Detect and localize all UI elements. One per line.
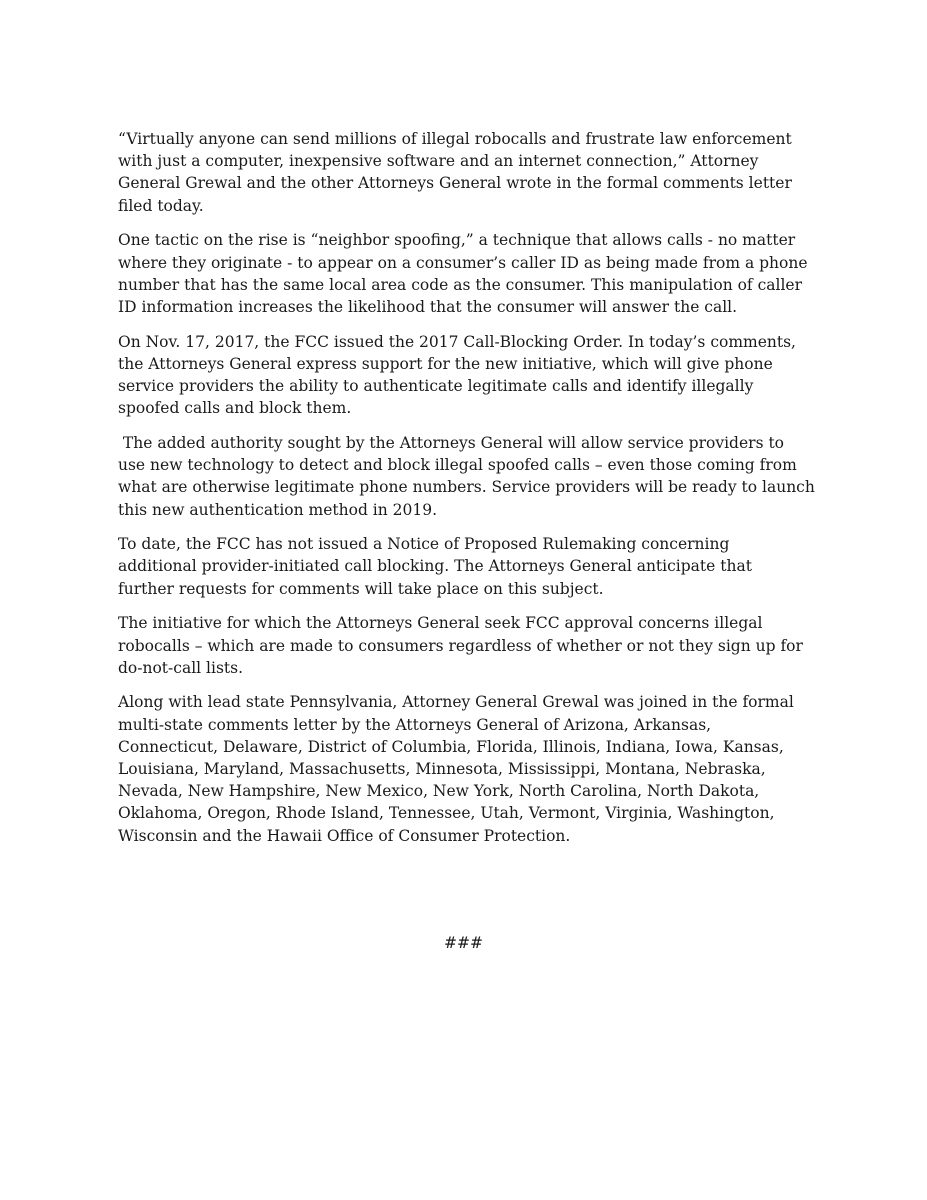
- text-line: filed today.: [118, 196, 204, 215]
- paragraph-added-authority: [118, 432, 823, 521]
- text-line: further requests for comments will take place on this subject.: [118, 579, 604, 598]
- text-line: multi-state comments letter by the Attorneys General of Arizona, Arkansas,: [118, 715, 712, 734]
- text-line: General Grewal and the other Attorneys General wrote in the formal comments letter: [118, 174, 792, 193]
- paragraph-initiative: [118, 612, 823, 679]
- text-line: spoofed calls and block them.: [118, 399, 352, 418]
- paragraph-neighbor-spoofing: [118, 229, 823, 318]
- text-line: The added authority sought by the Attorneys General will allow service providers to: [118, 433, 785, 452]
- text-line: robocalls – which are made to consumers regardless of whether or not they sign up for: [118, 636, 803, 655]
- text-line: service providers the ability to authenticate legitimate calls and identify illegally: [118, 377, 754, 396]
- text-line: the Attorneys General express support for the new initiative, which will give phone: [118, 354, 773, 373]
- paragraph-call-blocking-order: [118, 331, 823, 420]
- text-line: Louisiana, Maryland, Massachusetts, Minnesota, Mississippi, Montana, Nebraska,: [118, 760, 766, 779]
- text-line: do-not-call lists.: [118, 658, 244, 677]
- text-line: where they originate - to appear on a consumer’s caller ID as being made from a phone: [118, 253, 808, 272]
- end-mark: ###: [444, 934, 483, 952]
- text-line: Oklahoma, Oregon, Rhode Island, Tennessee, Utah, Vermont, Virginia, Washington,: [118, 804, 775, 823]
- text-line: Wisconsin and the Hawaii Office of Consumer Protection.: [118, 826, 571, 845]
- text-line: number that has the same local area code as the consumer. This manipulation of caller: [118, 275, 803, 294]
- text-line: what are otherwise legitimate phone numbers. Service providers will be ready to launch: [118, 478, 815, 497]
- text-line: Along with lead state Pennsylvania, Attorney General Grewal was joined in the formal: [118, 693, 794, 712]
- document-body: [118, 128, 823, 859]
- text-line: with just a computer, inexpensive software and an internet connection,” Attorney: [118, 152, 759, 171]
- text-line: ID information increases the likelihood that the consumer will answer the call.: [118, 297, 738, 316]
- text-line: Connecticut, Delaware, District of Columbia, Florida, Illinois, Indiana, Iowa, Kansas,: [118, 737, 784, 756]
- text-line: The initiative for which the Attorneys General seek FCC approval concerns illegal: [118, 614, 763, 633]
- text-line: this new authentication method in 2019.: [118, 500, 438, 519]
- paragraph-quote: [118, 128, 823, 217]
- text-line: “Virtually anyone can send millions of illegal robocalls and frustrate law enforcement: [118, 130, 792, 148]
- text-line: To date, the FCC has not issued a Notice of Proposed Rulemaking concerning: [118, 535, 730, 554]
- text-line: additional provider-initiated call blocking. The Attorneys General anticipate that: [118, 557, 752, 576]
- paragraph-rulemaking: [118, 533, 823, 600]
- text-line: On Nov. 17, 2017, the FCC issued the 2017 Call-Blocking Order. In today’s comments,: [118, 332, 796, 351]
- text-line: Nevada, New Hampshire, New Mexico, New York, North Carolina, North Dakota,: [118, 782, 760, 801]
- paragraph-states-list: [118, 691, 823, 846]
- text-line: use new technology to detect and block illegal spoofed calls – even those coming from: [118, 456, 797, 475]
- text-line: One tactic on the rise is “neighbor spoofing,” a technique that allows calls - no matter: [118, 231, 796, 250]
